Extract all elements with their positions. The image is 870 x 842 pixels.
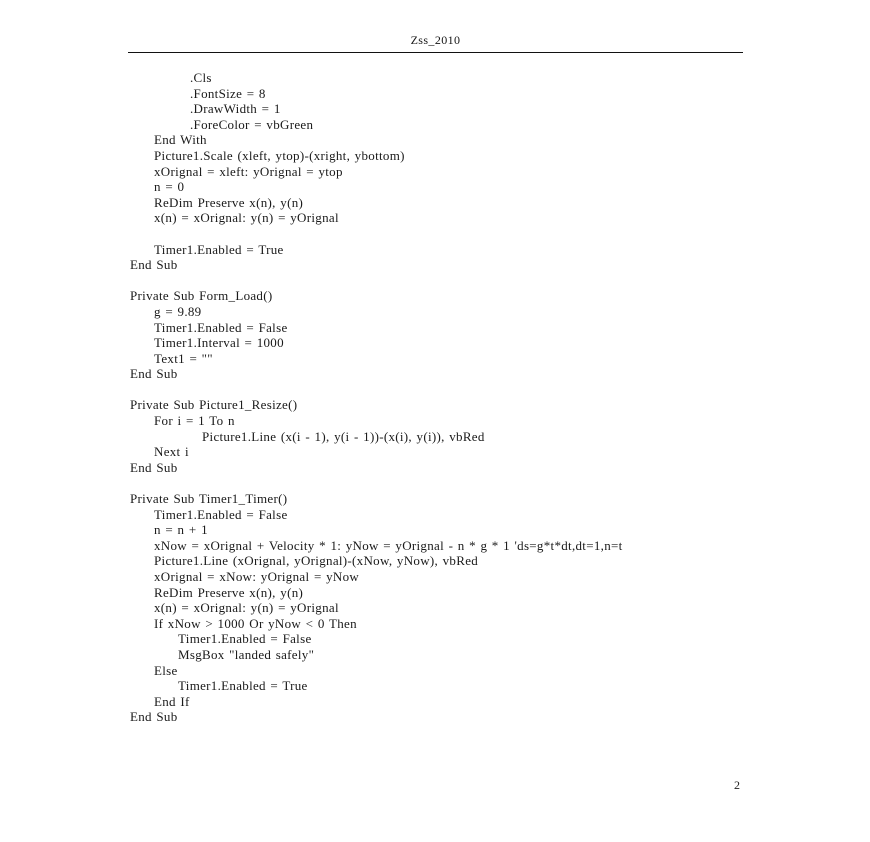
code-line: ReDim Preserve x(n), y(n): [154, 194, 304, 210]
code-line: Text1 = "": [154, 350, 213, 366]
header-title: Zss_2010: [410, 33, 461, 47]
page-header: [128, 33, 743, 48]
code-line: Private Sub Form_Load(): [130, 288, 273, 304]
code-line: xOrignal = xNow: yOrignal = yNow: [154, 569, 360, 584]
page-number: 2: [734, 778, 740, 792]
code-line: End Sub: [130, 709, 178, 725]
code-line: xOrignal = xleft: yOrignal = ytop: [154, 163, 343, 179]
code-line: Private Sub Timer1_Timer(): [130, 491, 288, 507]
code-line: x(n) = xOrignal: y(n) = yOrignal: [154, 210, 339, 226]
code-line: End If: [154, 693, 190, 709]
code-line: Timer1.Enabled = False: [154, 506, 288, 522]
code-line: Private Sub Picture1_Resize(): [130, 397, 298, 413]
code-line: End With: [154, 132, 207, 148]
code-line: ReDim Preserve x(n), y(n): [154, 584, 304, 600]
code-line: n = n + 1: [154, 522, 208, 538]
code-line: x(n) = xOrignal: y(n) = yOrignal: [154, 600, 339, 616]
code-line: Timer1.Enabled = False: [178, 631, 312, 647]
code-line: xNow = xOrignal + Velocity * 1: yNow = yOrignal - n * g * 1 'ds=g*t*dt,dt=1,n=t: [154, 537, 623, 553]
code-line: .FontSize = 8: [190, 85, 266, 101]
code-line: For i = 1 To n: [154, 413, 235, 429]
code-line: Picture1.Scale (xleft, ytop)-(xright, ybottom): [154, 147, 405, 163]
code-line: Picture1.Line (xOrignal, yOrignal)-(xNow, yNow), vbRed: [154, 553, 479, 569]
code-line: [130, 475, 745, 491]
code-line: If xNow > 1000 Or yNow < 0 Then: [154, 615, 357, 631]
code-line: MsgBox "landed safely": [178, 646, 315, 662]
code-line: [130, 226, 745, 242]
code-line: End Sub: [130, 257, 178, 273]
code-line: .DrawWidth = 1: [190, 101, 281, 117]
page-footer: [128, 778, 740, 793]
code-line: End Sub: [130, 366, 178, 382]
header-rule: [128, 52, 743, 53]
code-line: .Cls: [190, 70, 212, 85]
code-line: Timer1.Enabled = True: [154, 241, 284, 257]
code-line: [130, 382, 745, 398]
code-line: Timer1.Enabled = False: [154, 319, 288, 335]
code-line: Picture1.Line (x(i - 1), y(i - 1))-(x(i), y(i)), vbRed: [202, 428, 485, 444]
code-block: [130, 70, 745, 725]
code-line: Timer1.Interval = 1000: [154, 335, 284, 351]
code-line: n = 0: [154, 179, 185, 195]
code-line: [130, 273, 745, 289]
code-line: Timer1.Enabled = True: [178, 678, 308, 694]
code-line: Next i: [154, 444, 189, 460]
code-line: .ForeColor = vbGreen: [190, 116, 314, 132]
code-line: Else: [154, 662, 178, 678]
code-line: End Sub: [130, 459, 178, 475]
code-line: g = 9.89: [154, 303, 202, 319]
